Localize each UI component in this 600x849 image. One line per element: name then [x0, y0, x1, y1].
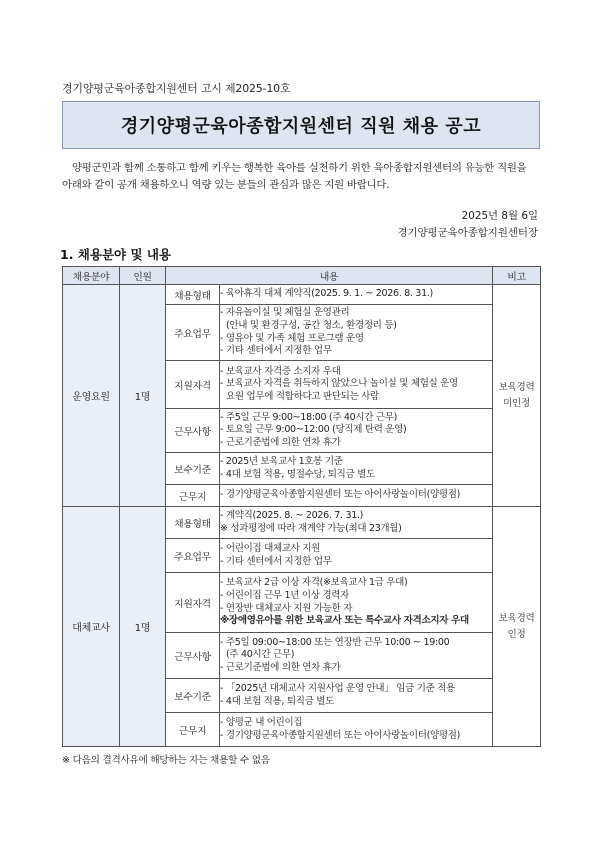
table-row: [63, 507, 541, 539]
note-line: 보육경력: [498, 381, 535, 393]
header-field: 채용분야: [63, 267, 120, 285]
subcategory-label: 주요업무: [166, 539, 220, 573]
content-line: - 기타 센터에서 지정한 업무: [220, 555, 332, 567]
title-box: [62, 101, 540, 149]
issuer: 경기양평군육아종합지원센터장: [397, 227, 538, 239]
content-line: - 자유놀이실 및 체험실 운영관리: [220, 307, 350, 319]
content-line: - 4대 보험 적용, 퇴직금 별도: [220, 695, 334, 707]
footnote: ※ 다음의 결격사유에 해당하는 자는 채용할 수 없음: [62, 755, 270, 766]
subcategory-label: 채용형태: [166, 507, 220, 539]
note-line: 인정: [507, 628, 526, 640]
note-cell: [493, 507, 541, 747]
content-line: - 영유아 및 가족 체험 프로그램 운영: [220, 332, 364, 344]
content-line: - 주5일 09:00~18:00 또는 연장반 근무 10:00 ~ 19:00: [220, 636, 450, 648]
content-line: - 주5일 근무 9:00~18:00 (주 40시간 근무): [220, 411, 398, 423]
intro-paragraph: 양평군민과 함께 소통하고 함께 키우는 행복한 육아를 실천하기 위한 육아종합지원센터의 유능한 직원을 아래와 같이 공개 채용하오니 역량 있는 분들의 관심과 많은 지원 바랍니다.: [62, 162, 527, 191]
subcategory-label: 지원자격: [166, 361, 220, 409]
header-note: 비고: [493, 267, 541, 285]
header-content: 내용: [166, 267, 493, 285]
content-line: - 보육교사 자격을 취득하지 않았으나 놀이실 및 체험실 운영: [220, 378, 458, 390]
content-line: - 어린이집 근무 1년 이상 경력자: [220, 589, 349, 601]
content-line: - 경기양평군육아종합지원센터 또는 아이사랑놀이터(양평점): [220, 729, 461, 741]
content-line: - 계약직(2025. 8. ~ 2026. 7. 31.): [220, 509, 364, 521]
content-cell: [220, 573, 493, 633]
content-cell: [220, 679, 493, 713]
content-line: - 토요일 근무 9:00~12:00 (당직제 탄력 운영): [220, 424, 407, 436]
announcement-date: 2025년 8월 6일: [461, 210, 538, 222]
content-line: - 「2025년 대체교사 지원사업 운영 안내」 임금 기준 적용: [220, 682, 455, 694]
note-line: 미인정: [503, 397, 530, 409]
note-line: 보육경력: [498, 612, 535, 624]
content-line: - 근로기준법에 의한 연차 휴가: [220, 661, 341, 673]
content-line: - 4대 보험 적용, 명절수당, 퇴직금 별도: [220, 468, 375, 480]
subcategory-label: 채용형태: [166, 285, 220, 305]
content-line: ※ 성과평정에 따라 재계약 가능(최대 23개월): [220, 522, 402, 534]
content-cell: [220, 285, 493, 305]
field-cell: 운영요원: [63, 285, 120, 507]
subcategory-label: 근무사항: [166, 409, 220, 453]
content-cell: [220, 713, 493, 747]
content-cell: [220, 539, 493, 573]
subcategory-label: 주요업무: [166, 305, 220, 361]
table-row: [63, 285, 541, 305]
field-cell: 대체교사: [63, 507, 120, 747]
content-line: - 양평군 내 어린이집: [220, 716, 303, 728]
content-cell: [220, 633, 493, 679]
content-line: - 어린이집 대체교사 지원: [220, 542, 321, 554]
page-title: 경기양평군육아종합지원센터 직원 채용 공고: [120, 116, 482, 137]
content-cell: [220, 409, 493, 453]
content-cell: [220, 361, 493, 409]
section-heading: 1. 채용분야 및 내용: [60, 247, 172, 262]
content-line: - 2025년 보육교사 1호봉 기준: [220, 455, 343, 467]
subcategory-label: 보수기준: [166, 453, 220, 485]
subcategory-label: 보수기준: [166, 679, 220, 713]
content-line: 요원 업무에 적합하다고 판단되는 사람: [226, 390, 379, 402]
content-line: (안내 및 환경구성, 공간 청소, 환경정리 등): [226, 319, 397, 331]
subcategory-label: 지원자격: [166, 573, 220, 633]
recruitment-table: [62, 266, 541, 747]
content-line: - 육아휴직 대체 계약직(2025. 9. 1. ~ 2026. 8. 31.): [220, 288, 433, 300]
content-line: - 근로기준법에 의한 연차 휴가: [220, 436, 341, 448]
count-cell: 1명: [120, 507, 166, 747]
subcategory-label: 근무지: [166, 485, 220, 507]
notice-number: 경기양평군육아종합지원센터 고시 제2025-10호: [62, 82, 291, 95]
table-header-row: [63, 267, 541, 285]
subcategory-label: 근무사항: [166, 633, 220, 679]
content-line: - 보육교사 자격증 소지자 우대: [220, 365, 341, 377]
content-line: (주 40시간 근무): [226, 649, 295, 661]
content-cell: [220, 453, 493, 485]
note-cell: [493, 285, 541, 507]
content-line: - 기타 센터에서 지정한 업무: [220, 345, 332, 357]
content-line-emphasis: ※장애영유아를 위한 보육교사 또는 특수교사 자격소지자 우대: [220, 615, 469, 627]
content-cell: [220, 485, 493, 507]
header-count: 인원: [120, 267, 166, 285]
content-line: - 연장반 대체교사 지원 가능한 자: [220, 602, 353, 614]
content-cell: [220, 305, 493, 361]
count-cell: 1명: [120, 285, 166, 507]
content-line: - 보육교사 2급 이상 자격(※보육교사 1급 우대): [220, 577, 408, 589]
subcategory-label: 근무지: [166, 713, 220, 747]
content-cell: [220, 507, 493, 539]
content-line: - 경기양평군육아종합지원센터 또는 아이사랑놀이터(양평점): [220, 489, 461, 501]
